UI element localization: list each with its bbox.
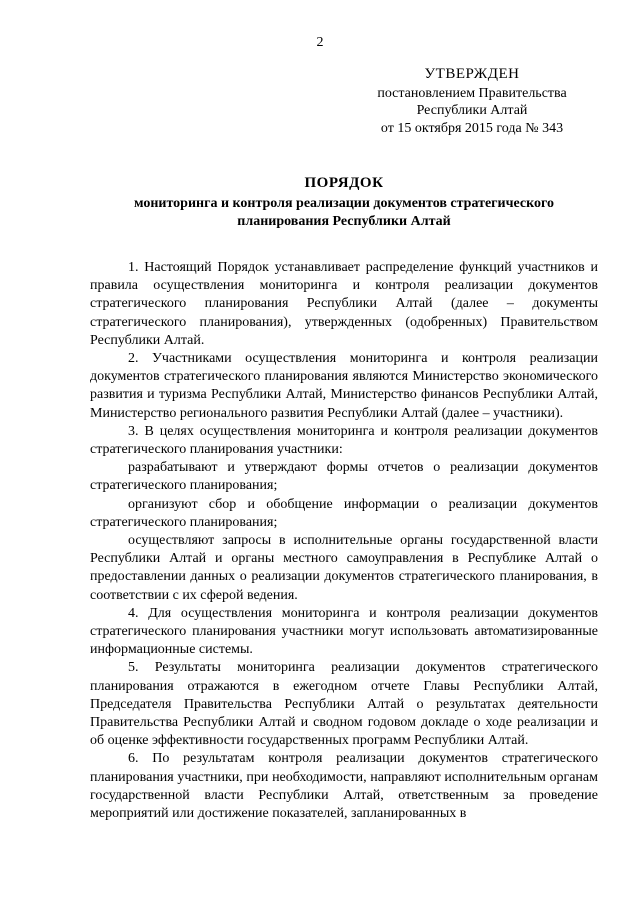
approval-line-2: Республики Алтай — [416, 103, 528, 118]
approval-stamp-block — [362, 66, 582, 137]
paragraph: 3. В целях осуществления мониторинга и контроля реализации документов стратегического планирования участники: — [90, 423, 598, 458]
paragraph: осуществляют запросы в исполнительные органы государственной власти Республики Алтай и органы местного самоуправления в Республике Алтай о предоставлении данных о реализации документов стратегического планирования, в соответствии с их сферой ведения. — [90, 533, 598, 603]
paragraph: 1. Настоящий Порядок устанавливает распределение функций участников и правила осуществления мониторинга и контроля реализации документов стратегического планирования Республики Алтай (далее – документы стратегического планирования), утвержденных (одобренных) Правительством Республики Алтай. — [90, 260, 598, 348]
paragraph: 4. Для осуществления мониторинга и контроля реализации документов стратегического планирования участники могут использовать автоматизированные информационные системы. — [90, 605, 598, 658]
page-number: 2 — [316, 35, 324, 50]
document-title: ПОРЯДОК — [304, 175, 384, 191]
approval-line-1: постановлением Правительства — [377, 85, 567, 101]
document-subtitle: мониторинга и контроля реализации документов стратегического планирования Республики Алтай — [134, 196, 554, 229]
document-heading — [90, 173, 598, 231]
paragraph: разрабатывают и утверждают формы отчетов о реализации документов стратегического планирования; — [90, 460, 598, 494]
paragraph: 5. Результаты мониторинга реализации документов стратегического планирования отражаются в ежегодном отчете Главы Республики Алтай, Председателя Правительства Республики Алтай о результатах деятельности Правительства Республики Алтай и сводном годовом докладе о ходе реализации и об оценке эффективности государственных программ Республики Алтай. — [90, 660, 598, 749]
document-body — [90, 259, 598, 823]
paragraph: 2. Участниками осуществления мониторинга и контроля реализации документов стратегического планирования являются Министерство экономического развития и туризма Республики Алтай, Министерство финансов Республики Алтай, Министерство регионального развития Республики Алтай (далее – участники). — [90, 351, 598, 421]
paragraph: 6. По результатам контроля реализации документов стратегического планирования участники, при необходимости, направляют исполнительным органам государственной власти Республики Алтай, ответственным за проведение мероприятий или достижение показателей, запланированных в — [90, 751, 598, 822]
approval-title: УТВЕРЖДЕН — [424, 66, 520, 82]
paragraph: организуют сбор и обобщение информации о реализации документов стратегического планирования; — [90, 496, 598, 530]
approval-line-3: от 15 октября 2015 года № 343 — [380, 120, 564, 136]
